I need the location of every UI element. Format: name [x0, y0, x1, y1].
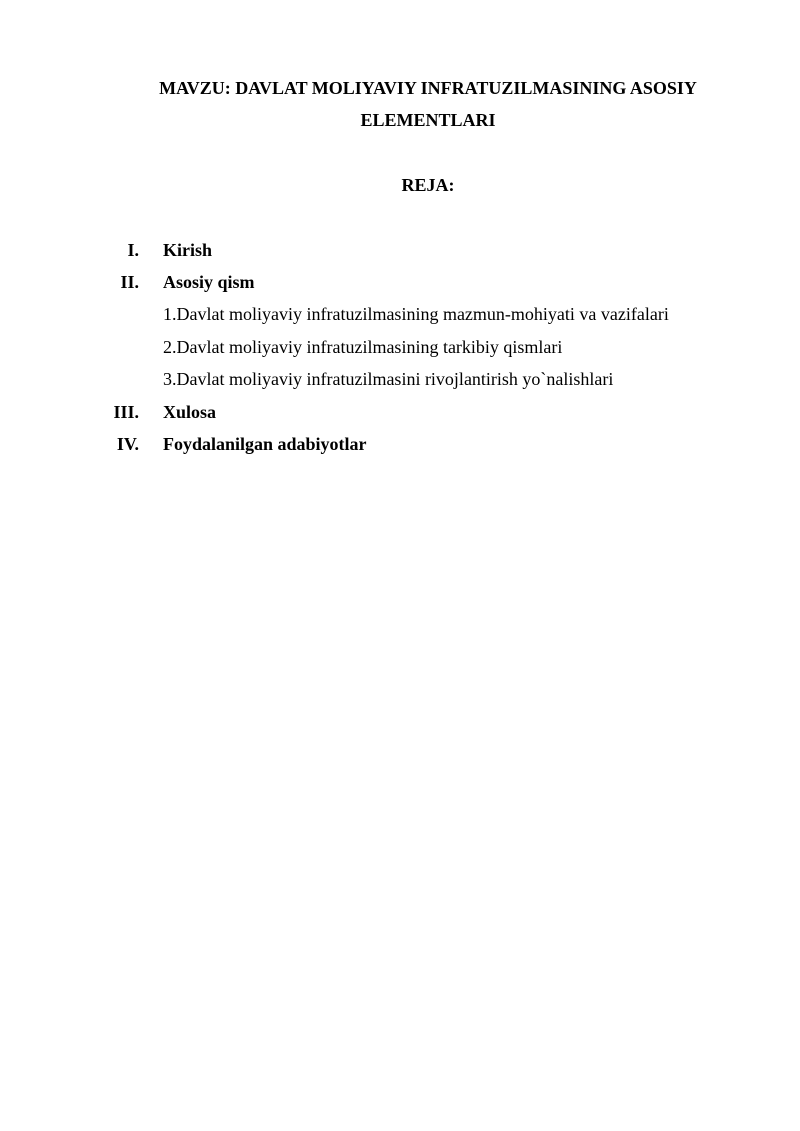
document-title-line-2: ELEMENTLARI	[360, 110, 496, 130]
sub-list-item: 3.Davlat moliyaviy infratuzilmasini rivojlantirish yo`nalishlari	[163, 369, 614, 389]
list-item-label: Asosiy qism	[163, 272, 255, 292]
list-item-numeral: I.	[127, 240, 139, 260]
list-item-label: Kirish	[163, 240, 213, 260]
plan-heading: REJA:	[401, 175, 455, 195]
list-item-label: Xulosa	[163, 402, 217, 422]
list-item-label: Foydalanilgan adabiyotlar	[163, 434, 367, 454]
list-item-numeral: II.	[120, 272, 139, 292]
sub-list-item: 1.Davlat moliyaviy infratuzilmasining mazmun-mohiyati va vazifalari	[163, 304, 669, 324]
list-item-numeral: III.	[113, 402, 139, 422]
document-title-line-1: MAVZU: DAVLAT MOLIYAVIY INFRATUZILMASINING ASOSIY	[159, 78, 697, 98]
list-item-numeral: IV.	[116, 434, 139, 454]
sub-list-item: 2.Davlat moliyaviy infratuzilmasining tarkibiy qismlari	[163, 337, 563, 357]
